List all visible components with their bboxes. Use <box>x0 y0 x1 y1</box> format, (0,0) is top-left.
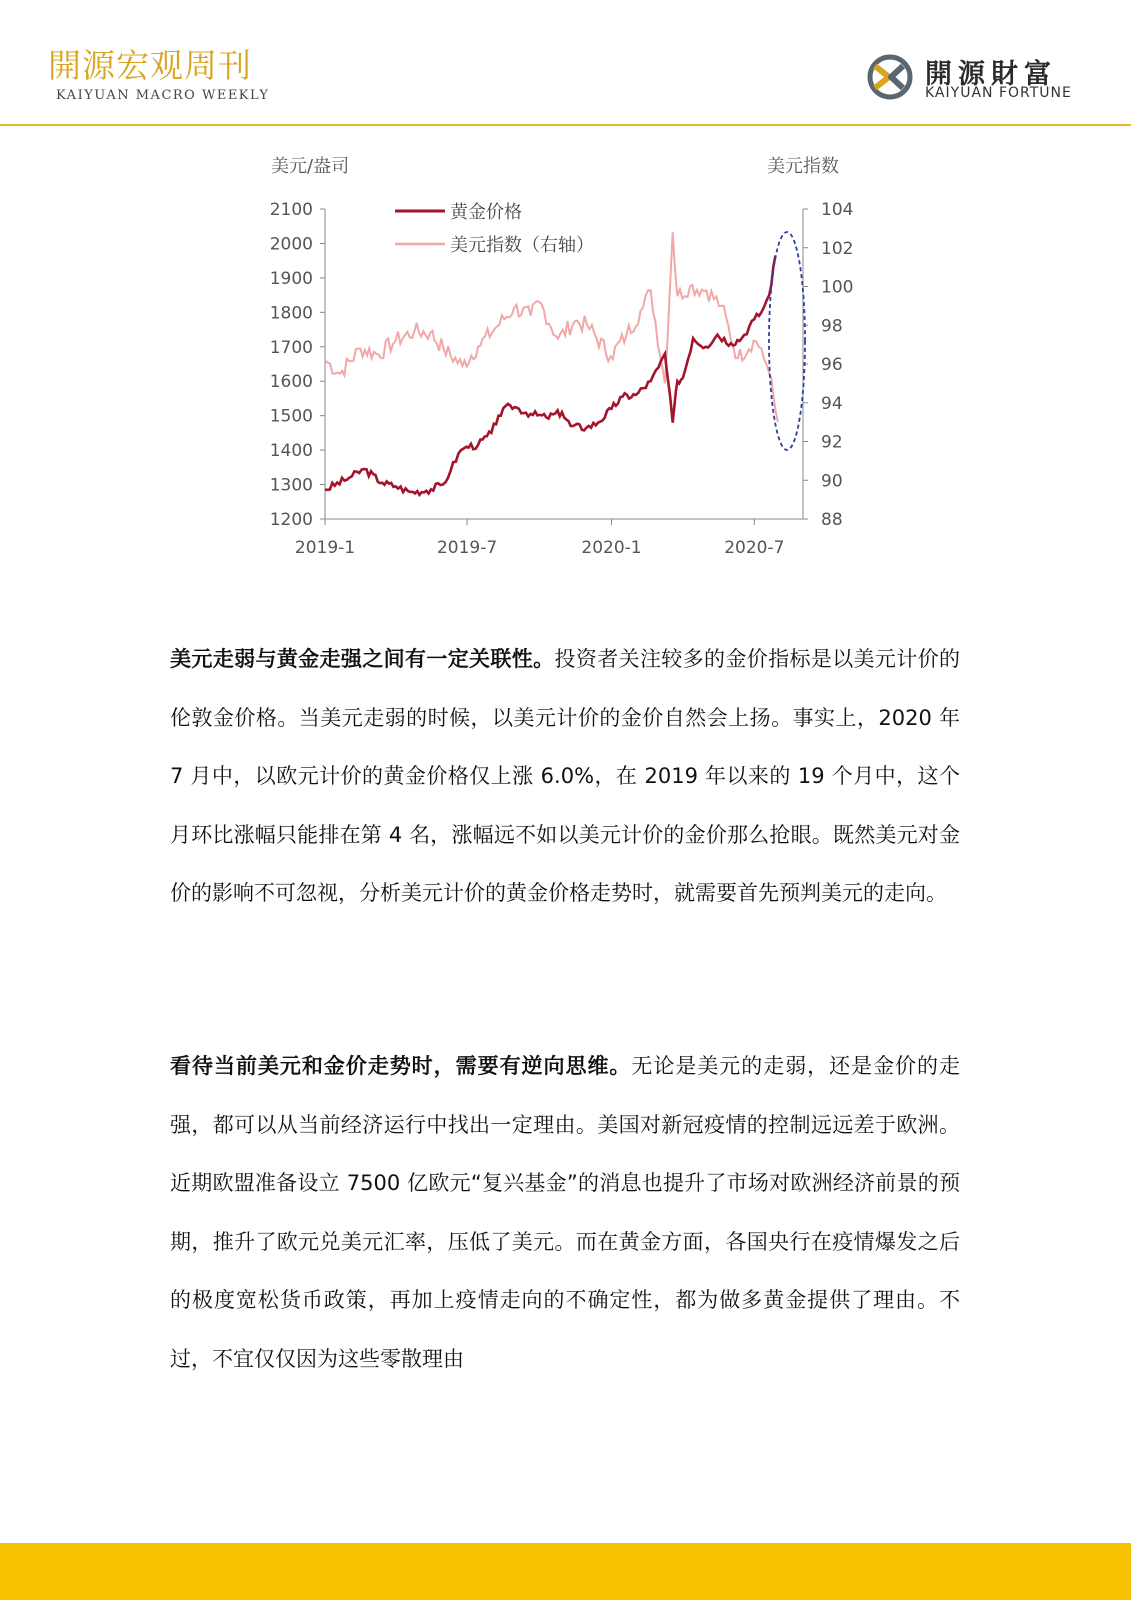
left-tick-label: 1600 <box>269 372 313 393</box>
x-tick-label: 2019-7 <box>436 538 498 558</box>
paragraph-1-body: 投资者关注较多的金价指标是以美元计价的伦敦金价格。当美元走弱的时候，以美元计价的金价自然会上扬。事实上，2020 年 7 月中，以欧元计价的黄金价格仅上涨 6.0%，在 2019 年以来的 19 个月中，这个月环比涨幅只能排在第 4 名，涨幅远不如以美元计价的金价那么抢眼。既然美元对金价的影响不可忽视，分析美元计价的黄金价格走势时，就需要首先预判美元的走向。 <box>170 647 960 906</box>
left-axis-title: 美元/盎司 <box>271 156 350 177</box>
right-tick-label: 90 <box>821 471 843 492</box>
logo-mark-icon <box>865 52 915 102</box>
logo-text-en: KAIYUAN FORTUNE <box>925 85 1072 101</box>
right-tick-label: 100 <box>821 277 854 298</box>
highlight-ellipse <box>769 232 805 450</box>
x-tick-label: 2020-1 <box>581 538 642 558</box>
left-tick-label: 1500 <box>269 406 313 427</box>
left-tick-label: 1700 <box>269 337 313 358</box>
page-header <box>0 0 1131 126</box>
left-tick-label: 1800 <box>269 303 313 324</box>
footer-bar <box>0 1543 1131 1600</box>
header-divider <box>0 124 1131 126</box>
right-tick-label: 94 <box>821 393 843 414</box>
left-tick-label: 1400 <box>269 441 313 462</box>
gold-price-series-line <box>325 256 776 495</box>
brand-logo <box>865 52 1085 104</box>
paragraph-2-body: 无论是美元的走弱，还是金价的走强，都可以从当前经济运行中找出一定理由。美国对新冠疫情的控制远远差于欧洲。近期欧盟准备设立 7500 亿欧元“复兴基金”的消息也提升了市场对欧洲经济前景的预期，推升了欧元兑美元汇率，压低了美元。而在黄金方面，各国央行在疫情爆发之后的极度宽松货币政策，再加上疫情走向的不确定性，都为做多黄金提供了理由。不过，不宜仅仅因为这些零散理由 <box>170 1054 961 1371</box>
publication-subtitle: KAIYUAN MACRO WEEKLY <box>56 88 270 103</box>
legend-usd-label: 美元指数（右轴） <box>450 235 594 256</box>
chart-svg <box>255 150 875 580</box>
usd-index-series-line <box>325 232 778 422</box>
left-tick-label: 1300 <box>269 475 313 496</box>
right-tick-label: 104 <box>821 200 854 220</box>
right-tick-label: 88 <box>821 510 843 530</box>
left-tick-label: 2000 <box>269 234 313 255</box>
left-tick-label: 1900 <box>269 268 313 289</box>
right-tick-label: 98 <box>821 316 843 337</box>
x-tick-label: 2019-1 <box>294 538 356 558</box>
legend-gold-label: 黄金价格 <box>450 202 522 223</box>
paragraph-2 <box>170 1037 960 1389</box>
paragraph-1 <box>170 630 960 923</box>
left-tick-label: 2100 <box>269 200 313 220</box>
gold-usd-chart <box>255 150 875 580</box>
right-tick-label: 102 <box>821 238 854 259</box>
right-axis-title: 美元指数 <box>767 156 839 177</box>
publication-title: 開源宏观周刊 <box>48 46 252 85</box>
paragraph-2-lead: 看待当前美元和金价走势时，需要有逆向思维。 <box>170 1054 632 1078</box>
x-tick-label: 2020-7 <box>724 538 785 558</box>
paragraph-1-lead: 美元走弱与黄金走强之间有一定关联性。 <box>170 647 555 671</box>
right-tick-label: 96 <box>821 355 843 375</box>
left-tick-label: 1200 <box>269 510 313 530</box>
logo-text-cn: 開源財富 <box>925 59 1057 90</box>
right-tick-label: 92 <box>821 432 843 453</box>
